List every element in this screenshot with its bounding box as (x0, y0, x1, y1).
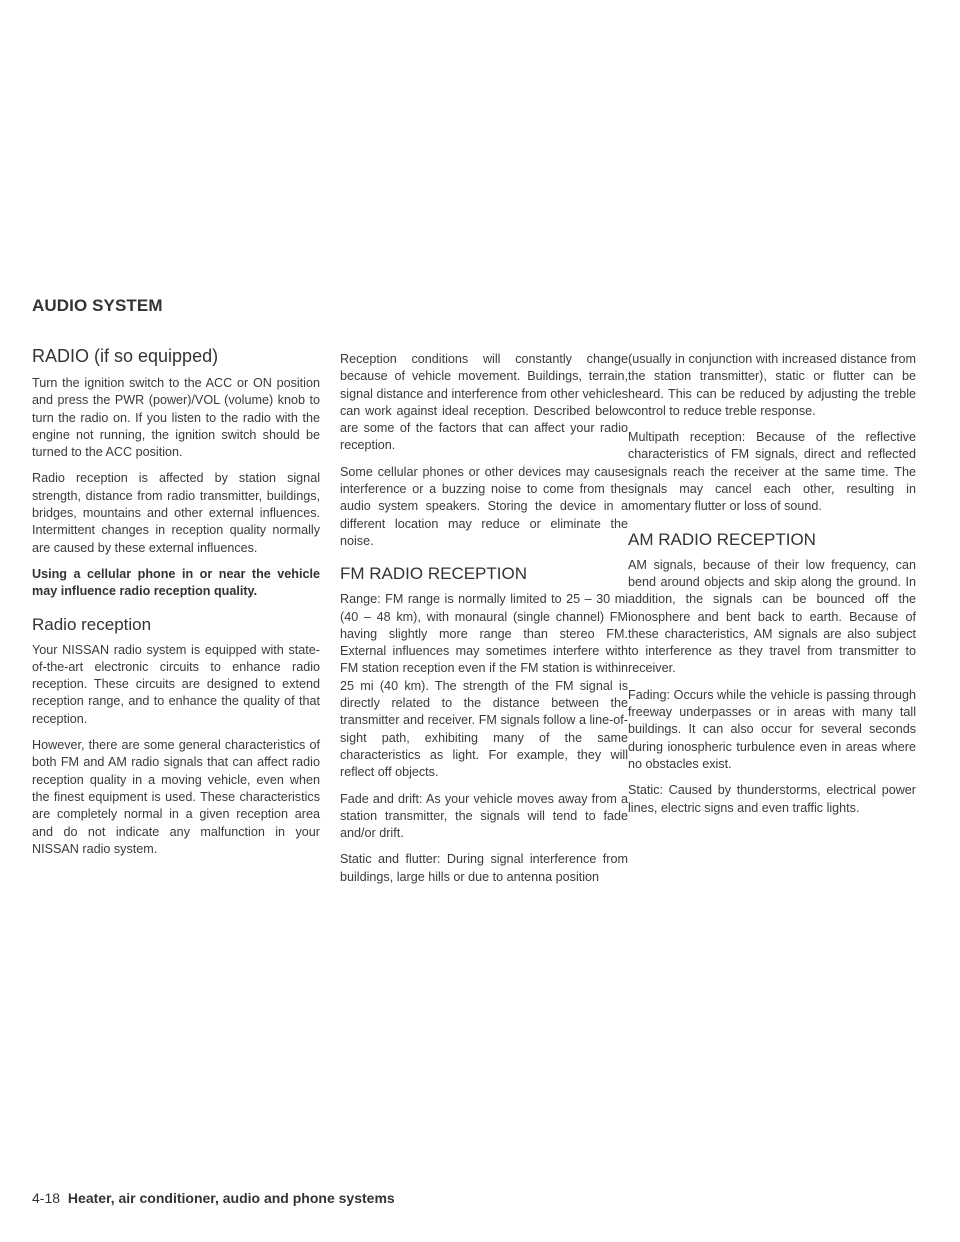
page-number: 4-18 (32, 1190, 61, 1206)
paragraph: Some cellular phones or other devices may cause interference or a buzzing noise to come from the audio system speakers. Storing the device in a different location may reduce or eliminate the noise. (340, 464, 628, 548)
paragraph: Static: Caused by thunderstorms, electrical power lines, electric signs and even traffic lights. (628, 783, 916, 815)
paragraph: Reception conditions will constantly change because of vehicle movement. Buildings, terrain, signal distance and interference from other vehicles can work against ideal reception. Described below are some of the factors that can affect your radio reception. (340, 352, 628, 453)
cellular-warning: Using a cellular phone in or near the vehicle may influence radio reception quality. (32, 566, 320, 599)
page-footer (32, 1190, 395, 1206)
column-3 (628, 351, 916, 826)
paragraph: Static and flutter: During signal interference from buildings, large hills or due to antenna position (340, 852, 628, 884)
paragraph: (usually in conjunction with increased distance from the station transmitter), static or flutter can be heard. This can be reduced by adjusting the treble control to reduce treble response. (628, 352, 916, 418)
paragraph: Fading: Occurs while the vehicle is passing through freeway underpasses or in areas with many tall buildings. It can also occur for several seconds during ionospheric turbulence even in areas where no obstacles exist. (628, 687, 916, 771)
am-reception-heading: AM RADIO RECEPTION (628, 529, 816, 549)
paragraph: However, there are some general characteristics of both FM and AM radio signals that can affect radio reception quality in a moving vehicle, even when the finest equipment is used. These characteristics are completely normal in a given reception area and do not indicate any malfunction in your NISSAN radio system. (32, 738, 320, 856)
column-1 (32, 346, 320, 867)
paragraph: Fade and drift: As your vehicle moves away from a station transmitter, the signals will tend to fade and/or drift. (340, 791, 628, 841)
section-header: AUDIO SYSTEM (32, 296, 163, 315)
chapter-title: Heater, air conditioner, audio and phone systems (67, 1190, 395, 1206)
radio-heading: RADIO (if so equipped) (32, 346, 219, 366)
paragraph: AM signals, because of their low frequency, can bend around objects and skip along the ground. In addition, the signals can be bounced off the ionosphere and bent back to earth. Because of these characteristics, AM signals are also subject to interference as they travel from transmitter to receiver. (628, 557, 916, 676)
paragraph: Your NISSAN radio system is equipped with state-of-the-art electronic circuits to enhance radio reception. These circuits are designed to extend reception range, and to enhance the quality of that reception. (32, 642, 320, 726)
paragraph: Radio reception is affected by station signal strength, distance from radio transmitter, buildings, bridges, mountains and other external influences. Intermittent changes in reception quality normally are caused by these external influences. (32, 471, 320, 555)
radio-reception-heading: Radio reception (32, 614, 152, 634)
paragraph: Turn the ignition switch to the ACC or ON position and press the PWR (power)/VOL (volume) knob to turn the radio on. If you listen to the radio with the engine not running, the ignition switch should be turned to the ACC position. (32, 376, 320, 460)
fm-reception-heading: FM RADIO RECEPTION (340, 564, 528, 584)
paragraph: Range: FM range is normally limited to 25 – 30 mi (40 – 48 km), with monaural (single channel) FM having slightly more range than stereo FM. External influences may sometimes interfere with FM station reception even if the FM station is within 25 mi (40 km). The strength of the FM signal is directly related to the distance between the transmitter and receiver. FM signals follow a line-of-sight path, exhibiting many of the same characteristics as light. For example, they will reflect off objects. (340, 592, 628, 780)
column-2 (340, 351, 628, 895)
paragraph: Multipath reception: Because of the reflective characteristics of FM signals, direct and reflected signals reach the receiver at the same time. The signals may cancel each other, resulting in momentary flutter or loss of sound. (628, 430, 916, 514)
